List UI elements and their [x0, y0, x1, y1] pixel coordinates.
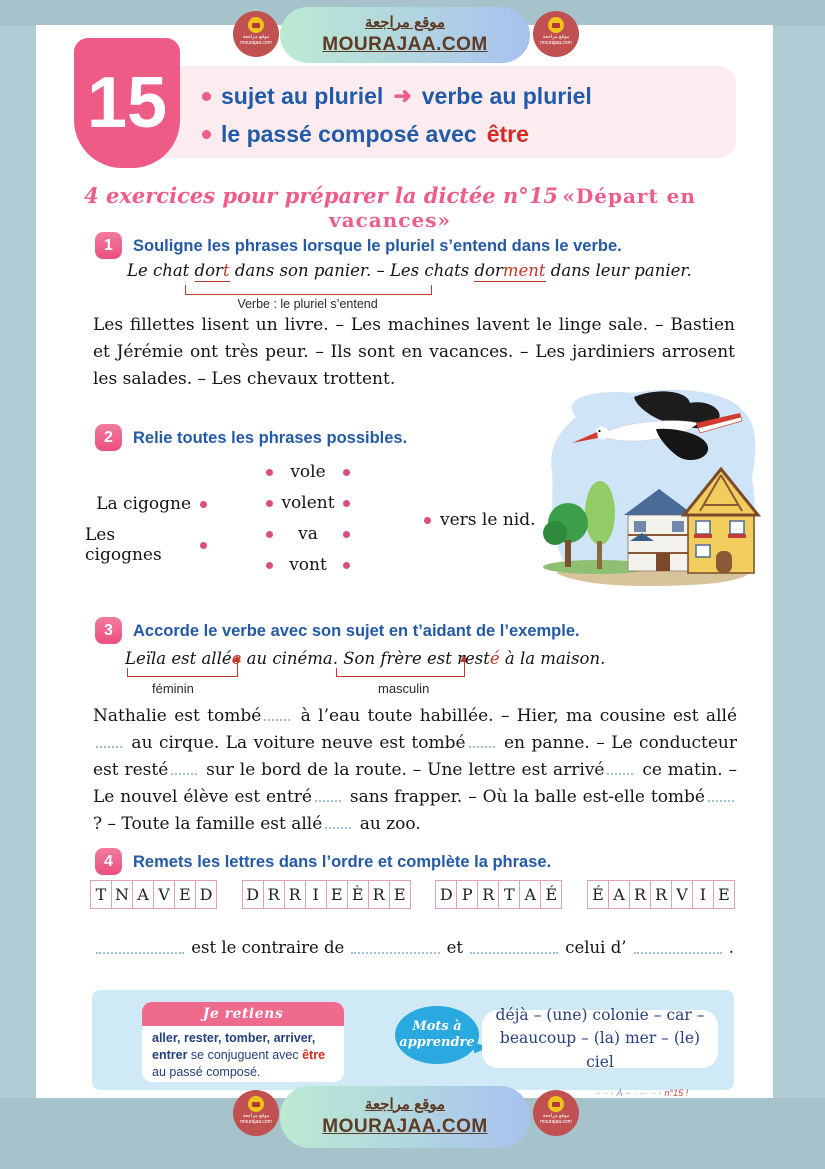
match-verb-row [266, 493, 350, 513]
exercise3-badge: 3 [95, 617, 122, 644]
dotted-blank [171, 763, 197, 775]
match-subject-row [85, 494, 207, 514]
exercise1-heading: Souligne les phrases lorsque le pluriel s’entend dans le verbe. [133, 237, 622, 255]
letter-box: R [368, 880, 390, 909]
logo-caption-arabic: موقع مراجعة [542, 34, 570, 40]
letter-box: E [174, 880, 196, 909]
je-retiens-title: Je retiens [142, 1002, 344, 1026]
letter-box: V [153, 880, 175, 909]
letter-box: A [519, 880, 541, 909]
exercise3-body [93, 703, 737, 838]
exercise2-heading: Relie toutes les phrases possibles. [133, 429, 408, 447]
verb-stem: dor [474, 261, 503, 280]
verb-option: va [298, 524, 318, 544]
match-complement-row [424, 510, 536, 530]
subject-option: La cigogne [96, 494, 191, 514]
letter-box: E [326, 880, 348, 909]
rule-text: se conjuguent avec [187, 1047, 303, 1062]
logo-caption-domain: mourajaa.com [240, 40, 272, 46]
sentence-text: . [728, 938, 735, 957]
letter-box: R [629, 880, 651, 909]
letter-box: D [242, 880, 264, 909]
verb-option: vont [289, 555, 327, 575]
stork-illustration [538, 383, 766, 595]
lesson-number-block [74, 38, 180, 168]
lesson-topic-2 [202, 115, 592, 153]
logo-caption-domain: mourajaa.com [540, 40, 572, 46]
letter-box: P [456, 880, 478, 909]
sentence-text: au cirque. La voiture neuve est tombé [125, 733, 466, 753]
title-script-part: 4 exercices pour préparer la dictée n°15 [84, 183, 558, 208]
mourajaa-logo[interactable] [533, 1090, 579, 1136]
topic1-subject: sujet au pluriel [221, 82, 384, 109]
masculine-ending: é [489, 649, 500, 668]
letter-box: D [435, 880, 457, 909]
logo-caption-arabic: موقع مراجعة [242, 34, 270, 40]
masculine-label: masculin [378, 681, 430, 696]
letter-box: E [713, 880, 735, 909]
logo-caption-arabic: موقع مراجعة [542, 1113, 570, 1119]
letter-box: E [389, 880, 411, 909]
mots-a-apprendre-bubble [395, 1006, 479, 1064]
verb-ending: t [222, 261, 230, 280]
verb-bracket [185, 285, 432, 295]
example-text: Le chat [127, 261, 195, 280]
lesson-number: 15 [86, 63, 168, 143]
letter-box: I [305, 880, 327, 909]
letter-box: R [477, 880, 499, 909]
exercise4-heading: Remets les lettres dans l’ordre et complète la phrase. [133, 853, 552, 871]
complement-option: vers le nid. [440, 510, 536, 530]
footer-fragment-faint: · ·· · À ·· · ··· ·· · [597, 1088, 662, 1098]
lesson-topics [202, 77, 592, 153]
mourajaa-logo[interactable] [533, 11, 579, 57]
match-subject-row [85, 525, 207, 565]
exercise3-example [125, 649, 605, 668]
site-name-arabic: موقع مراجعة [364, 1095, 446, 1113]
connector-dot [266, 469, 273, 476]
dotted-blank [264, 709, 290, 721]
logo-caption-domain: mourajaa.com [240, 1119, 272, 1125]
sentence-text: et [446, 938, 463, 957]
rule-verbs: aller, rester, tomber, arriver, entrer [152, 1031, 316, 1062]
sentence-text: sur le bord de la route. – Une lettre est arrivé [200, 760, 605, 780]
verb-stem: dor [194, 261, 223, 280]
title-dictation-name: «Départ en vacances» [329, 184, 696, 232]
bubble-line2: apprendre [399, 1035, 475, 1050]
logo-caption-domain: mourajaa.com [540, 1119, 572, 1125]
verb-option: vole [290, 462, 326, 482]
dotted-blank [469, 736, 495, 748]
letter-box: N [111, 880, 133, 909]
dotted-blank [315, 790, 341, 802]
example-text: Leïla est allé [125, 649, 232, 668]
lesson-topic-1 [202, 77, 592, 115]
topic1-result: verbe au pluriel [421, 82, 592, 109]
rule-highlight: être [302, 1047, 326, 1062]
dotted-blank [708, 790, 734, 802]
feminine-label: féminin [152, 681, 194, 696]
words-to-learn: déjà – (une) colonie – car – beaucoup – (la) mer – (le) ciel [482, 1010, 718, 1068]
dotted-blank [607, 763, 633, 775]
letter-group [242, 880, 411, 909]
connector-dot [343, 531, 350, 538]
letter-group [587, 880, 735, 909]
dotted-blank [96, 736, 122, 748]
example-text: dans son panier. – Les chats [229, 261, 475, 280]
sentence-text: Nathalie est tombé [93, 706, 262, 726]
letter-group [435, 880, 562, 909]
connector-dot [200, 542, 207, 549]
letter-box: É [587, 880, 609, 909]
verb-ending: ment [502, 261, 546, 280]
exercise2-badge: 2 [95, 424, 122, 451]
footer-text-fragment [597, 1088, 769, 1098]
dotted-blank [96, 946, 184, 954]
dotted-blank [470, 946, 558, 954]
topic2-text: le passé composé avec [221, 120, 477, 147]
letter-box: A [608, 880, 630, 909]
verb-option: volent [281, 493, 335, 513]
sentence-text: en panne. – Le conducteur est resté [93, 733, 738, 780]
dotted-blank [325, 817, 351, 829]
example-text: au cinéma. Son frère est rest [241, 649, 490, 668]
feminine-ending: e [231, 649, 242, 668]
fill-in-sentence [90, 938, 735, 958]
mourajaa-logo[interactable] [233, 11, 279, 57]
example-text: dans leur panier. [545, 261, 692, 280]
book-icon [548, 1096, 564, 1112]
match-verb-row [266, 462, 350, 482]
dotted-blank [634, 946, 722, 954]
rule-text-end: au passé composé. [152, 1064, 261, 1079]
connector-dot [266, 500, 273, 507]
page-title [40, 183, 740, 232]
topic2-highlight: être [486, 120, 529, 147]
connector-dot [200, 501, 207, 508]
footer-fragment-red: n°15 ! [664, 1088, 689, 1098]
scrambled-letter-boxes [90, 880, 735, 909]
site-domain: MOURAJAA.COM [322, 1115, 488, 1137]
site-banner-top[interactable] [280, 7, 530, 63]
sentence-text: est le contraire de [191, 938, 345, 957]
underlined-verb [474, 261, 545, 282]
verb-bracket-caption: Verbe : le pluriel s’entend [237, 297, 378, 311]
exercise1-badge: 1 [95, 232, 122, 259]
sentence-text: à l’eau toute habillée. – Hier, ma cousine est allé [293, 706, 738, 726]
letter-box: É [540, 880, 562, 909]
letter-box: T [498, 880, 520, 909]
site-domain: MOURAJAA.COM [322, 33, 488, 55]
bullet-icon [202, 130, 211, 139]
connector-dot [343, 500, 350, 507]
arrow-right-icon: ➜ [393, 83, 412, 108]
book-icon [248, 17, 264, 33]
connector-dot [424, 517, 431, 524]
letter-box: R [263, 880, 285, 909]
book-icon [248, 1096, 264, 1112]
mourajaa-logo[interactable] [233, 1090, 279, 1136]
bullet-icon [202, 92, 211, 101]
bubble-line1: Mots à [412, 1019, 462, 1035]
dotted-blank [351, 946, 439, 954]
sentence-text: celui d’ [565, 938, 627, 957]
connector-dot [266, 531, 273, 538]
logo-caption-arabic: موقع مراجعة [242, 1113, 270, 1119]
letter-box: R [284, 880, 306, 909]
sentence-text: ce matin. – Le nouvel élève est entré [93, 760, 737, 807]
underlined-verb [195, 261, 230, 282]
letter-box: A [132, 880, 154, 909]
connector-dot [343, 562, 350, 569]
subject-option: Les cigognes [85, 525, 162, 565]
exercise1-example [127, 261, 692, 280]
sentence-text: au zoo. [354, 814, 421, 834]
letter-box: T [90, 880, 112, 909]
exercise3-heading: Accorde le verbe avec son sujet en t’aidant de l’exemple. [133, 622, 580, 640]
site-banner-bottom[interactable] [280, 1086, 530, 1148]
letter-group [90, 880, 217, 909]
letter-box: I [692, 880, 714, 909]
example-text: à la maison. [499, 649, 606, 668]
letter-box: V [671, 880, 693, 909]
sentence-text: ? – Toute la famille est allé [93, 814, 323, 834]
letter-box: R [650, 880, 672, 909]
feminine-bracket [127, 668, 238, 677]
letter-box: D [195, 880, 217, 909]
exercise1-body: Les fillettes lisent un livre. – Les machines lavent le linge sale. – Bastien et Jérémie ont très peur. – Ils sont en vacances. – Les jardiniers arrosent les salades. – Les chevaux trottent. [93, 315, 735, 389]
recap-box [92, 990, 734, 1090]
letter-box: È [347, 880, 369, 909]
masculine-bracket [336, 668, 465, 677]
connector-dot [266, 562, 273, 569]
sentence-text: sans frapper. – Où la balle est-elle tombé [343, 787, 705, 807]
exercise4-badge: 4 [95, 848, 122, 875]
match-verb-row [266, 524, 350, 544]
je-retiens-body [142, 1026, 344, 1082]
connector-dot [343, 469, 350, 476]
site-name-arabic: موقع مراجعة [364, 13, 446, 31]
book-icon [548, 17, 564, 33]
match-verb-row [266, 555, 350, 575]
je-retiens-card [142, 1002, 344, 1082]
